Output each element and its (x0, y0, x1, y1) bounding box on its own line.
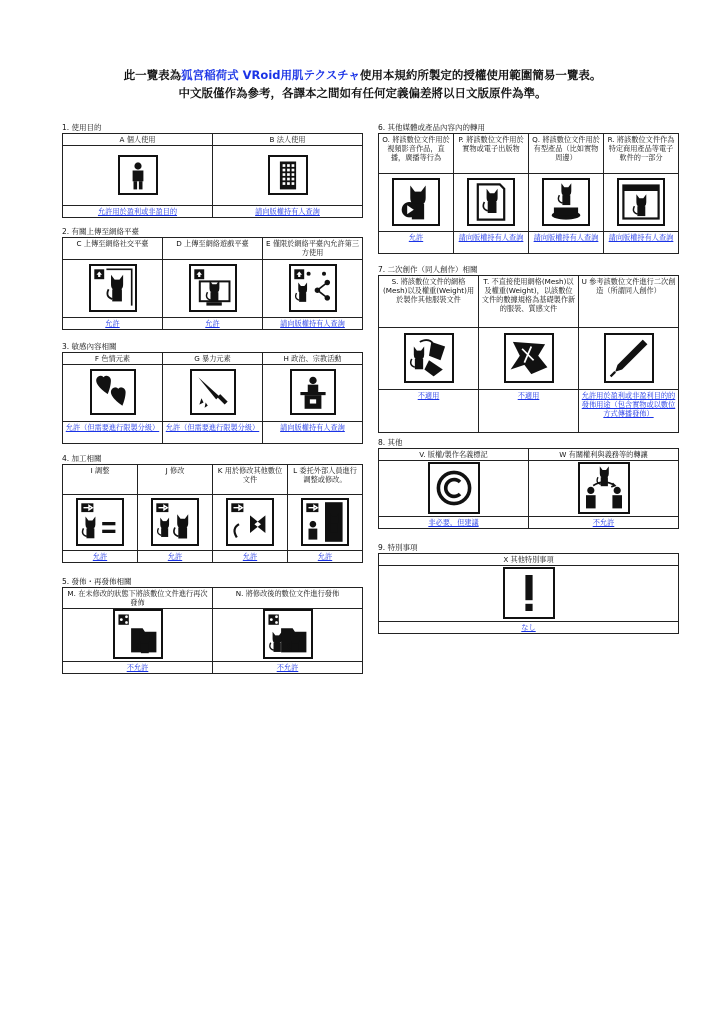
item-icon-cell (263, 260, 363, 318)
permission-table (378, 448, 679, 529)
permission-link[interactable]: 允許用於盈利或非盈利目的的發佈用途（包含實物或以數位方式傳播發佈） (579, 390, 679, 433)
item-icon-cell (379, 174, 454, 232)
use-in-other-icon (226, 498, 274, 546)
outsource-icon (301, 498, 349, 546)
person-icon (118, 155, 158, 195)
item-icon-cell (263, 365, 363, 422)
section-title: 5. 發佈・再發佈相關 (62, 577, 132, 586)
item-label: U 參考該數位文件進行二次創造（所謂同人創作） (579, 276, 679, 328)
permission-link[interactable]: 不適用 (479, 390, 579, 433)
item-icon-cell (163, 365, 263, 422)
software-icon (617, 178, 665, 226)
adjust-icon (76, 498, 124, 546)
permission-link[interactable]: 請向版權持有人查詢 (213, 206, 363, 218)
section-title: 3. 敏感內容相關 (62, 342, 117, 351)
permission-link[interactable]: 請向版權持有人查詢 (454, 232, 529, 254)
pen-icon (604, 333, 654, 383)
redistribute-modified-icon (263, 609, 313, 659)
permission-table (378, 275, 679, 433)
item-icon-cell (213, 495, 288, 551)
title-suffix: 使用本規約所製定的授權使用範圍簡易一覽表。 (359, 68, 602, 82)
permission-link[interactable]: 允許 (213, 551, 288, 563)
item-label: C 上傳至網絡社交平臺 (63, 238, 163, 260)
item-label: B 法人使用 (213, 134, 363, 146)
permission-link[interactable]: 請向版權持有人查詢 (529, 232, 604, 254)
item-icon-cell (63, 365, 163, 422)
item-label: E 僅限於網絡平臺內允許第三方使用 (263, 238, 363, 260)
permission-link[interactable]: 允許 (379, 232, 454, 254)
item-icon-cell (479, 328, 579, 390)
item-label: O. 將該數位文件用於視頻影音作品，直播，廣播等行為 (379, 134, 454, 174)
item-icon-cell (138, 495, 213, 551)
item-icon-cell (379, 461, 529, 517)
share-third-party-icon (289, 264, 337, 312)
permission-link[interactable]: 請向版權持有人查詢 (604, 232, 679, 254)
permission-table (62, 133, 363, 218)
item-label: W 有關權利與義務等的轉讓 (529, 449, 679, 461)
upload-social-icon (89, 264, 137, 312)
section-title: 2. 有關上傳至網絡平臺 (62, 227, 140, 236)
item-icon-cell (529, 174, 604, 232)
item-icon-cell (579, 328, 679, 390)
merchandise-icon (542, 178, 590, 226)
permission-table (62, 237, 363, 330)
permission-table (62, 352, 363, 444)
permission-table (62, 464, 363, 563)
permission-link[interactable]: 允許 (63, 318, 163, 330)
item-label: A 個人使用 (63, 134, 213, 146)
knife-icon (190, 369, 236, 415)
item-label: G 暴力元素 (163, 353, 263, 365)
item-label: P. 將該數位文件用於實物或電子出版物 (454, 134, 529, 174)
item-icon-cell (379, 566, 679, 622)
item-icon-cell (163, 260, 263, 318)
upload-game-icon (189, 264, 237, 312)
item-icon-cell (63, 609, 213, 662)
permission-link[interactable]: 請向版權持有人查詢 (263, 422, 363, 444)
item-label: S. 將該數位文件的網格(Mesh)以及權重(Weight)用於製作其他服裝文件 (379, 276, 479, 328)
section-title: 6. 其他媒體或產品內容內的轉用 (378, 123, 486, 132)
item-label: I 調整 (63, 465, 138, 495)
section-title: 9. 特別事項 (378, 543, 418, 552)
item-label: M. 在未修改的狀態下將該數位文件進行再次發佈 (63, 588, 213, 609)
transfer-icon (578, 462, 630, 514)
item-icon-cell (454, 174, 529, 232)
publication-icon (467, 178, 515, 226)
item-icon-cell (288, 495, 363, 551)
permission-link[interactable]: 不允許 (529, 517, 679, 529)
permission-link[interactable]: 允許用於盈利或非盈目的 (63, 206, 213, 218)
item-label: H 政治、宗教活動 (263, 353, 363, 365)
podium-icon (290, 369, 336, 415)
section-title: 8. 其他 (378, 438, 403, 447)
item-icon-cell (63, 260, 163, 318)
permission-link[interactable]: 允許（但需要進行限製分級） (63, 422, 163, 444)
permission-link[interactable]: 允許 (63, 551, 138, 563)
permission-link[interactable]: 不允許 (63, 662, 213, 674)
item-label: F 色情元素 (63, 353, 163, 365)
permission-link[interactable]: 非必要，但建議 (379, 517, 529, 529)
item-label: D 上傳至網絡遊戲平臺 (163, 238, 263, 260)
item-icon-cell (63, 146, 213, 206)
permission-table (378, 133, 679, 254)
permission-table (62, 587, 363, 674)
item-label: N. 將修改後的數位文件進行發佈 (213, 588, 363, 609)
item-icon-cell (63, 495, 138, 551)
permission-link[interactable]: なし (379, 622, 679, 634)
item-icon-cell (379, 328, 479, 390)
permission-link[interactable]: 不允許 (213, 662, 363, 674)
page-subtitle: 中文版僅作為參考，各譯本之間如有任何定義偏差將以日文版原件為準。 (178, 86, 547, 100)
permission-link[interactable]: 允許（但需要進行限製分級） (163, 422, 263, 444)
item-icon-cell (213, 609, 363, 662)
section-title: 1. 使用目的 (62, 123, 102, 132)
permission-link[interactable]: 不適用 (379, 390, 479, 433)
redistribute-icon (113, 609, 163, 659)
item-label: R. 將該數位文件作為特定商用產品等電子軟件的一部分 (604, 134, 679, 174)
permission-link[interactable]: 允許 (288, 551, 363, 563)
item-label: J 修改 (138, 465, 213, 495)
item-label: T. 不直接使用網格(Mesh)以及權重(Weight)，以該數位文件的數據規格為基礎製作新的服裝、質感文件 (479, 276, 579, 328)
section-title: 4. 加工相關 (62, 454, 102, 463)
item-label: L 委托外部人員進行調整或修改。 (288, 465, 363, 495)
item-label: K 用於修改其他數位文件 (213, 465, 288, 495)
item-icon-cell (213, 146, 363, 206)
exclamation-icon (503, 567, 555, 619)
item-label: X 其他特別事項 (379, 554, 679, 566)
copyright-icon (428, 462, 480, 514)
item-icon-cell (529, 461, 679, 517)
product-name: 狐宮稲荷式 VRoid用肌テクスチャ (181, 68, 360, 82)
section-title: 7. 二次創作（同人創作）相關 (378, 265, 478, 274)
permission-link[interactable]: 允許 (163, 318, 263, 330)
recycle-mesh-icon (404, 333, 454, 383)
hearts-icon (90, 369, 136, 415)
title-prefix: 此一覽表為 (123, 68, 182, 82)
permission-link[interactable]: 請向版權持有人查詢 (263, 318, 363, 330)
item-icon-cell (604, 174, 679, 232)
permission-link[interactable]: 允許 (138, 551, 213, 563)
item-label: V. 版權/製作名義標記 (379, 449, 529, 461)
permission-table (378, 553, 679, 634)
video-icon (392, 178, 440, 226)
building-icon (268, 155, 308, 195)
page-title (0, 67, 725, 83)
modify-icon (151, 498, 199, 546)
item-label: Q. 將該數位文件用於有型產品（比如實物周邊） (529, 134, 604, 174)
fabric-icon (504, 333, 554, 383)
